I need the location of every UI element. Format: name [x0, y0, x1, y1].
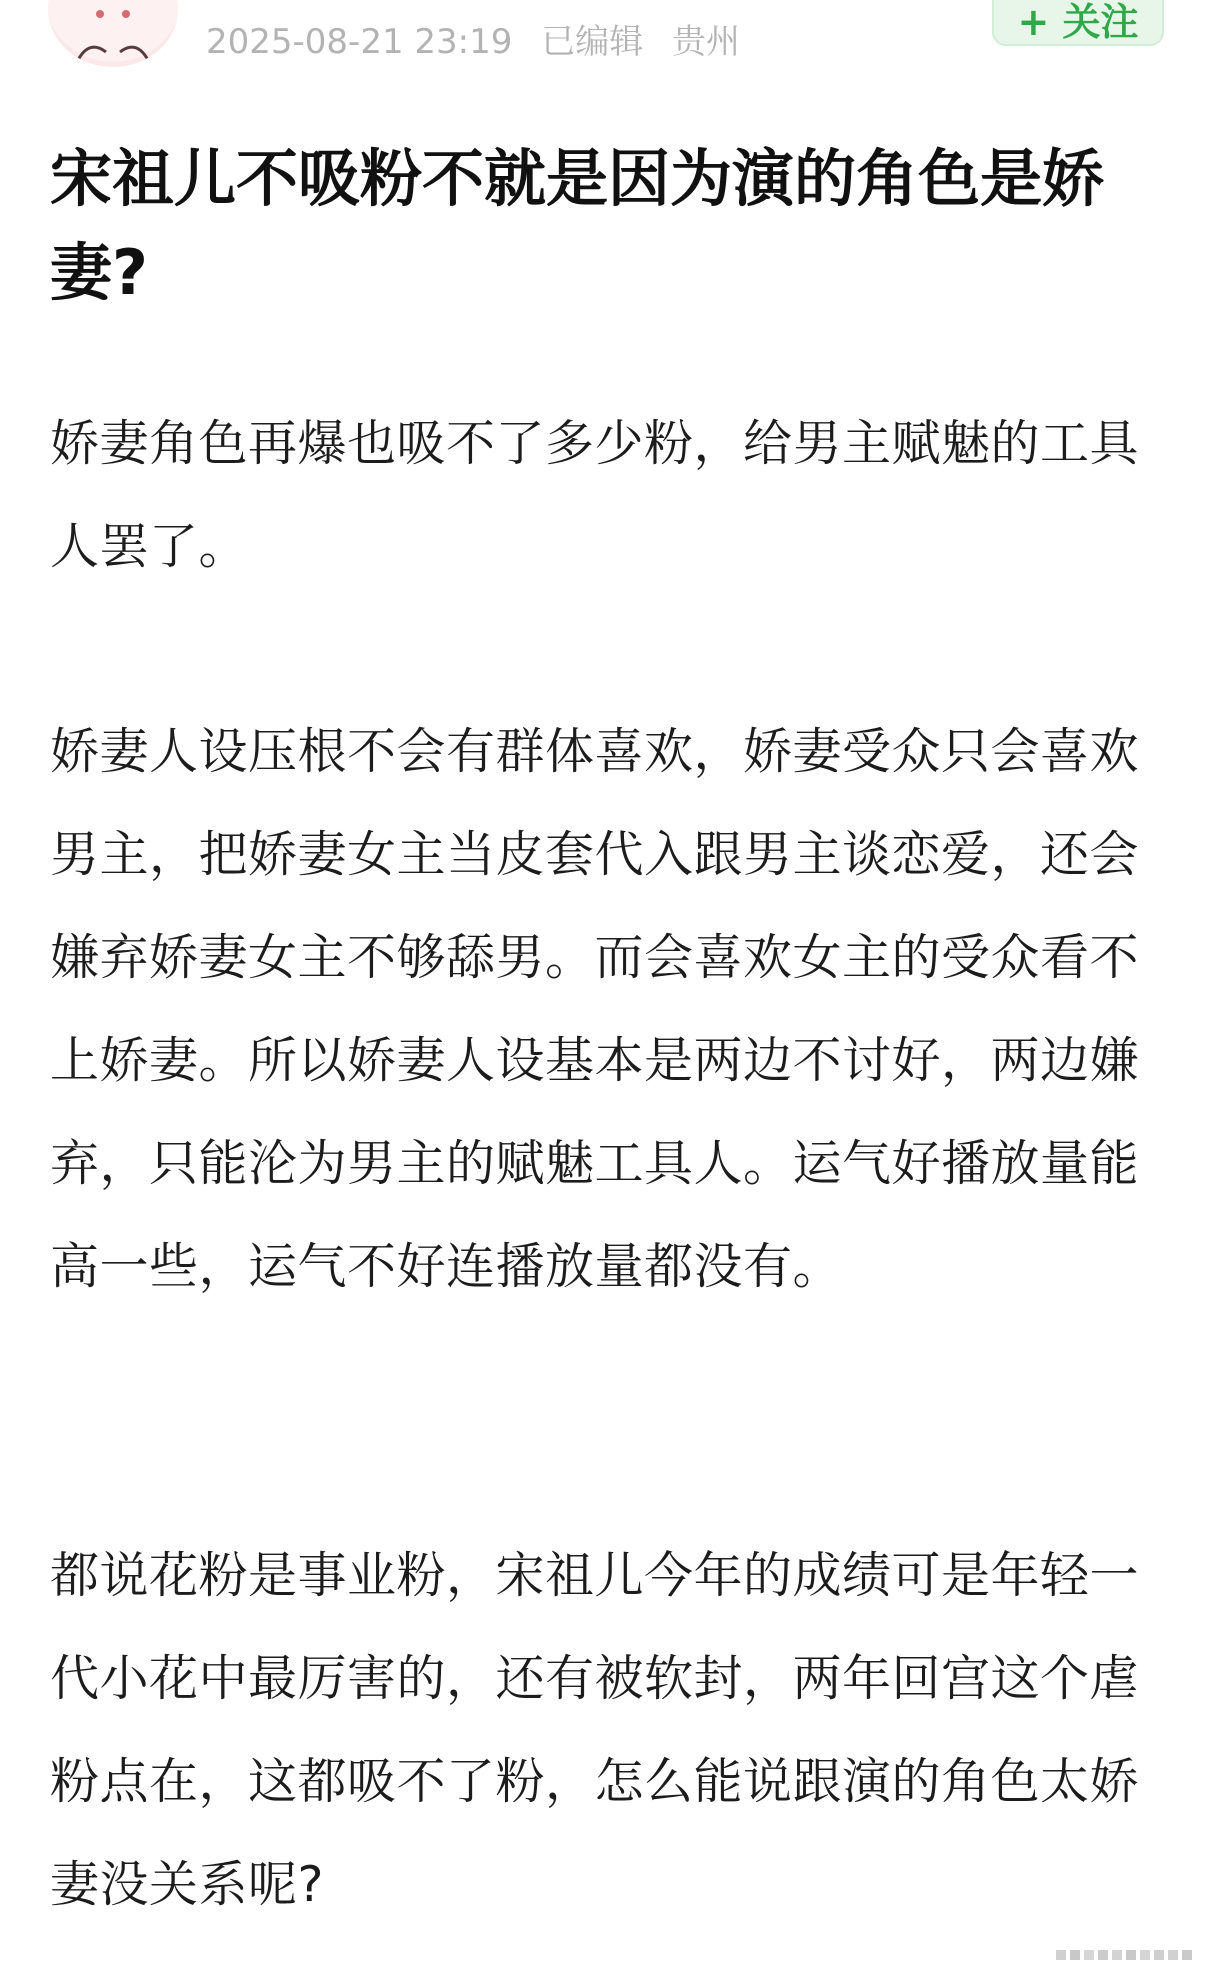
post-paragraph: 娇妻人设压根不会有群体喜欢，娇妻受众只会喜欢男主，把娇妻女主当皮套代入跟男主谈恋爱，还会嫌弃娇妻女主不够舔男。而会喜欢女主的受众看不上娇妻。所以娇妻人设基本是两边不讨好，两边嫌弃，只能沦为男主的赋魅工具人。运气好播放量能高一些，运气不好连播放量都没有。	[50, 723, 1140, 1295]
post-header	[0, 0, 1220, 80]
post-paragraph: 娇妻角色再爆也吸不了多少粉，给男主赋魅的工具人罢了。	[50, 415, 1140, 575]
post-paragraph: 都说花粉是事业粉，宋祖儿今年的成绩可是年轻一代小花中最厉害的，还有被软封，两年回宫这个虐粉点在，这都吸不了粉，怎么能说跟演的角色太娇妻没关系呢?	[50, 1547, 1140, 1913]
post-meta	[206, 14, 758, 63]
edited-label: 已编辑	[541, 22, 644, 62]
cartoon-avatar-icon	[48, 0, 178, 67]
post-title: 宋祖儿不吸粉不就是因为演的角色是娇妻?	[50, 142, 1105, 309]
follow-button[interactable]: + 关注	[992, 0, 1164, 46]
post-location: 贵州	[672, 22, 741, 62]
post-timestamp: 2025-08-21 23:19	[206, 22, 513, 62]
user-avatar[interactable]	[48, 0, 178, 67]
watermark-dots	[1056, 1942, 1206, 1968]
